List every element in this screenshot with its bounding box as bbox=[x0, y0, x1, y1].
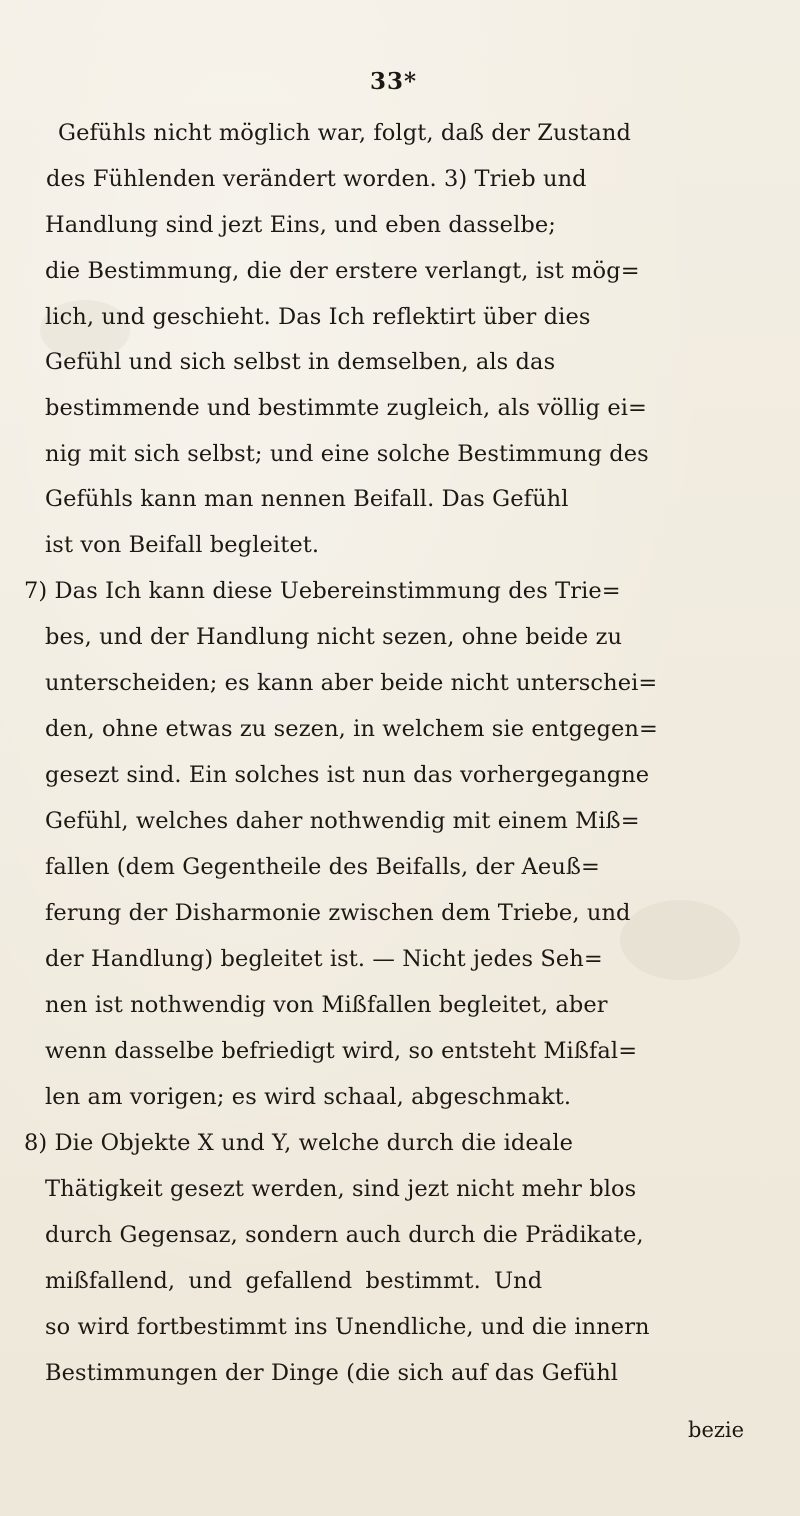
text-line: nig mit sich selbst; und eine solche Bestimmung des bbox=[45, 441, 649, 467]
text-line: des Fühlenden verändert worden. 3) Trieb und bbox=[46, 166, 587, 192]
text-line: fallen (dem Gegentheile des Beifalls, der Aeuß= bbox=[45, 854, 600, 880]
text-line: len am vorigen; es wird schaal, abgeschmakt. bbox=[45, 1084, 572, 1110]
text-line: ferung der Disharmonie zwischen dem Triebe, und bbox=[45, 900, 631, 926]
text-line: gesezt sind. Ein solches ist nun das vorhergegangne bbox=[45, 762, 650, 788]
text-line: ist von Beifall begleitet. bbox=[45, 532, 320, 558]
text-line: die Bestimmung, die der erstere verlangt, ist mög= bbox=[45, 258, 640, 284]
text-line: durch Gegensaz, sondern auch durch die Prädikate, bbox=[45, 1222, 644, 1248]
text-line: Gefühl, welches daher nothwendig mit einem Miß= bbox=[45, 808, 640, 834]
text-line: Gefühls kann man nennen Beifall. Das Gefühl bbox=[45, 486, 569, 512]
text-line: Gefühl und sich selbst in demselben, als das bbox=[45, 349, 556, 375]
text-line: 7) Das Ich kann diese Uebereinstimmung des Trie= bbox=[24, 578, 621, 604]
text-line: 8) Die Objekte X und Y, welche durch die ideale bbox=[24, 1130, 574, 1156]
text-line: nen ist nothwendig von Mißfallen begleitet, aber bbox=[45, 992, 608, 1018]
text-line: mißfallend, und gefallend bestimmt. Und bbox=[45, 1268, 543, 1294]
text-line: Handlung sind jezt Eins, und eben dasselbe; bbox=[45, 212, 556, 238]
text-line: der Handlung) begleitet ist. — Nicht jedes Seh= bbox=[45, 946, 603, 972]
text-line: bes, und der Handlung nicht sezen, ohne beide zu bbox=[45, 624, 623, 650]
text-line: bestimmende und bestimmte zugleich, als völlig ei= bbox=[45, 395, 647, 421]
catchword: bezie bbox=[688, 1418, 745, 1442]
page-number: 33* bbox=[370, 68, 418, 95]
paper-stain bbox=[620, 900, 740, 980]
text-line: Thätigkeit gesezt werden, sind jezt nicht mehr blos bbox=[45, 1176, 637, 1202]
text-line: den, ohne etwas zu sezen, in welchem sie entgegen= bbox=[45, 716, 658, 742]
text-line: unterscheiden; es kann aber beide nicht unterschei= bbox=[45, 670, 658, 696]
text-line: Gefühls nicht möglich war, folgt, daß der Zustand bbox=[58, 120, 632, 146]
text-line: wenn dasselbe befriedigt wird, so entsteht Mißfal= bbox=[45, 1038, 638, 1064]
text-line: Bestimmungen der Dinge (die sich auf das Gefühl bbox=[45, 1360, 619, 1386]
text-line: lich, und geschieht. Das Ich reflektirt über dies bbox=[45, 304, 591, 330]
text-line: so wird fortbestimmt ins Unendliche, und die innern bbox=[45, 1314, 650, 1340]
